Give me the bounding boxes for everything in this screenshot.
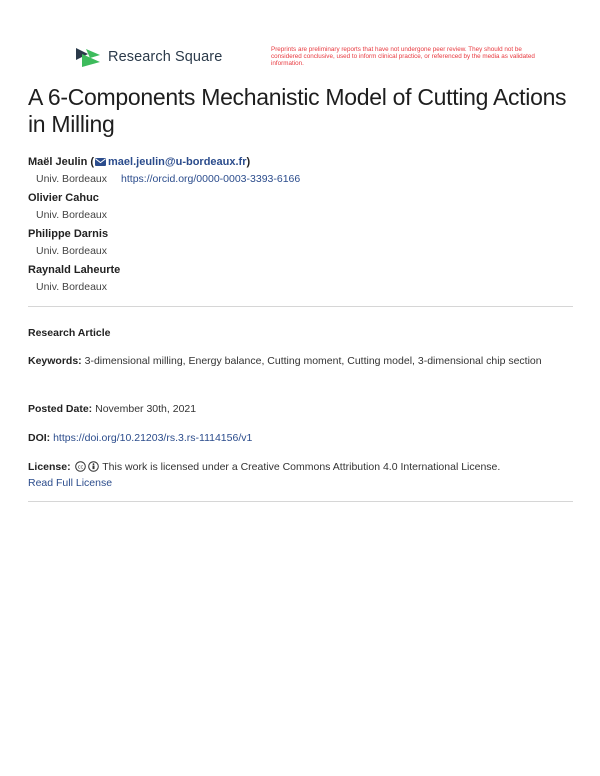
- doi: [28, 430, 573, 446]
- license-label: License:: [28, 461, 71, 473]
- author-name: Philippe Darnis: [28, 228, 109, 240]
- keywords: [28, 353, 573, 369]
- attribution-icon: [88, 461, 99, 472]
- author-name-text: Maël Jeulin: [28, 156, 88, 168]
- logo-text: [108, 49, 222, 65]
- author-name: Olivier Cahuc: [28, 192, 99, 204]
- article-type: [28, 325, 573, 341]
- logo-text-research: Research: [108, 49, 171, 65]
- author-affiliation: Univ. Bordeaux: [36, 281, 108, 293]
- author-list: [28, 153, 573, 297]
- article-type-text: Research Article: [28, 327, 111, 339]
- license: [28, 459, 573, 491]
- research-square-logo[interactable]: [74, 46, 222, 68]
- research-square-logo-icon: [74, 46, 102, 68]
- logo-text-square: Square: [175, 49, 223, 65]
- license-text: This work is licensed under a Creative Commons Attribution 4.0 International License.: [102, 461, 501, 473]
- doi-link[interactable]: https://doi.org/10.21203/rs.3.rs-1114156/v1: [53, 432, 253, 444]
- posted-date: [28, 401, 573, 417]
- author-affiliation: Univ. Bordeaux: [36, 245, 108, 257]
- page-header: [74, 46, 544, 76]
- keywords-text: 3-dimensional milling, Energy balance, Cutting moment, Cutting model, 3-dimensional chip section: [84, 355, 542, 367]
- paper-title: A 6-Components Mechanistic Model of Cutting Actions in Milling: [28, 84, 567, 137]
- author-affiliation: Univ. Bordeaux: [36, 209, 108, 221]
- author-name: Maël Jeulin ( mael.jeulin@u-bordeaux.fr): [28, 156, 251, 168]
- posted-date-value: November 30th, 2021: [95, 403, 197, 415]
- affiliation-text: Univ. Bordeaux: [36, 173, 108, 185]
- author-email-link[interactable]: mael.jeulin@u-bordeaux.fr: [108, 156, 247, 168]
- doi-label: DOI:: [28, 432, 51, 444]
- creative-commons-icon: [75, 461, 86, 472]
- read-full-license-link[interactable]: Read Full License: [28, 477, 113, 489]
- divider: [28, 501, 573, 502]
- preprint-disclaimer: Preprints are preliminary reports that have not undergone peer review. They should not be considered conclusive, used to inform clinical practice, or referenced by the media as validated information.: [271, 46, 535, 68]
- author-name: Raynald Laheurte: [28, 264, 121, 276]
- envelope-icon: [95, 158, 106, 166]
- posted-date-label: Posted Date:: [28, 403, 93, 415]
- orcid-link[interactable]: https://orcid.org/0000-0003-3393-6166: [121, 173, 301, 185]
- author-affiliation: [28, 171, 573, 189]
- divider: [28, 306, 573, 307]
- keywords-label: Keywords:: [28, 355, 82, 367]
- svg-text:cc: cc: [77, 464, 83, 471]
